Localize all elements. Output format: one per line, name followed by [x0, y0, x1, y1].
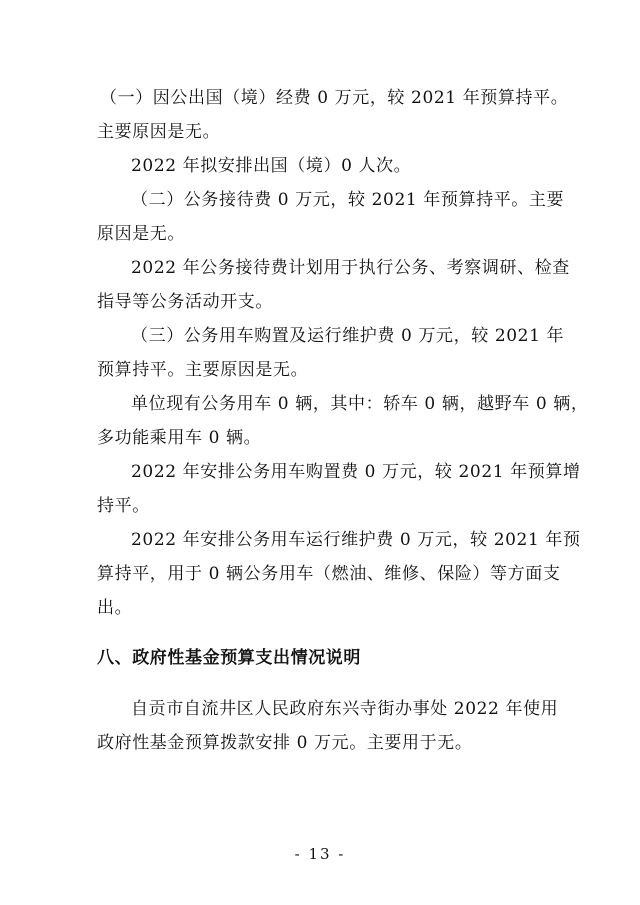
paragraph-3-line-2: 原因是无。 — [97, 224, 185, 244]
paragraph-1-line-1: （一）因公出国（境）经费 0 万元，较 2021 年预算持平。 — [100, 88, 569, 108]
paragraph-8-line-1: 2022 年安排公务用车运行维护费 0 万元，较 2021 年预 — [131, 530, 581, 550]
paragraph-7-line-1: 2022 年安排公务用车购置费 0 万元，较 2021 年预算增 — [131, 462, 581, 482]
paragraph-2-line-1: 2022 年拟安排出国（境）0 人次。 — [131, 156, 412, 176]
paragraph-1-line-2: 主要原因是无。 — [97, 122, 221, 142]
paragraph-3-line-1: （二）公务接待费 0 万元，较 2021 年预算持平。主要 — [131, 190, 565, 210]
paragraph-8-line-2: 算持平，用于 0 辆公务用车（燃油、维修、保险）等方面支 — [97, 564, 561, 584]
section-heading: 八、政府性基金预算支出情况说明 — [97, 648, 361, 668]
paragraph-4-line-1: 2022 年公务接待费计划用于执行公务、考察调研、检查 — [131, 258, 570, 278]
paragraph-6-line-1: 单位现有公务用车 0 辆，其中：轿车 0 辆，越野车 0 辆， — [131, 394, 589, 414]
paragraph-8-line-3: 出。 — [97, 598, 133, 618]
paragraph-7-line-2: 持平。 — [97, 496, 150, 516]
paragraph-4-line-2: 指导等公务活动开支。 — [97, 292, 273, 312]
paragraph-6-line-2: 多功能乘用车 0 辆。 — [97, 428, 262, 448]
page-number: - 13 - — [294, 845, 346, 863]
paragraph-5-line-1: （三）公务用车购置及运行维护费 0 万元，较 2021 年 — [131, 326, 565, 346]
paragraph-5-line-2: 预算持平。主要原因是无。 — [97, 360, 309, 380]
section-body-line-2: 政府性基金预算拨款安排 0 万元。主要用于无。 — [97, 733, 473, 753]
section-body-line-1: 自贡市自流井区人民政府东兴寺街办事处 2022 年使用 — [131, 699, 559, 719]
